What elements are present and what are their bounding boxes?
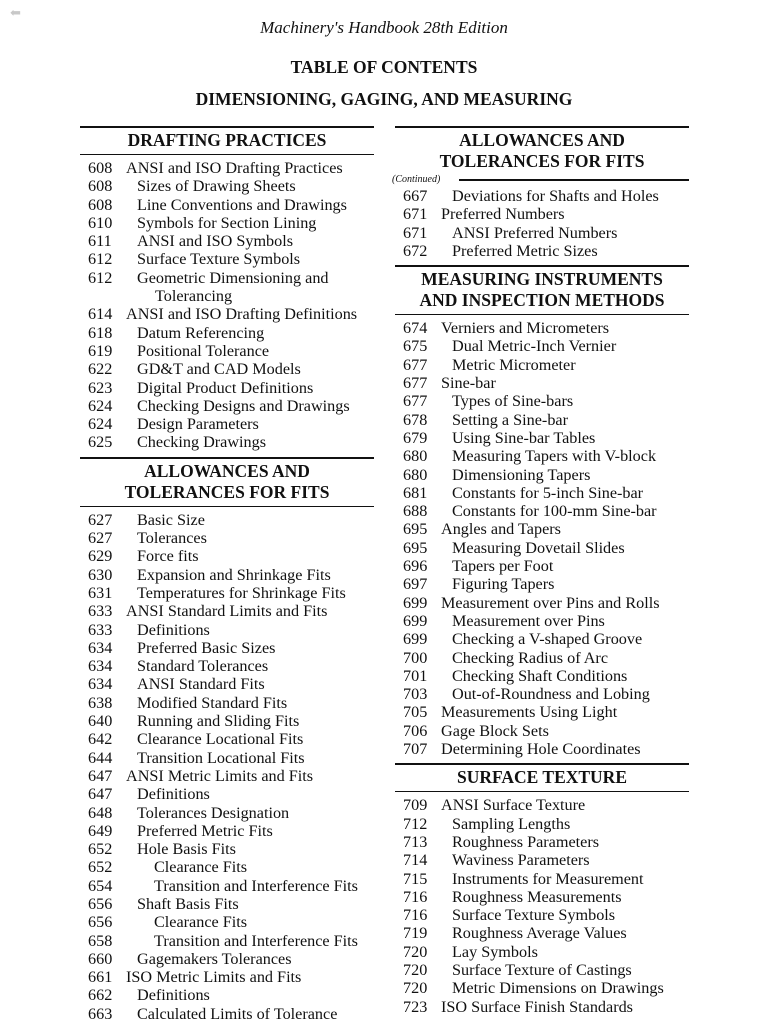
toc-entry[interactable] [80,342,374,360]
entry-title: Determining Hole Coordinates [441,740,641,759]
entry-title: Measurements Using Light [441,703,618,722]
entry-list [395,186,689,265]
page-number: 703 [403,685,428,704]
toc-entry[interactable] [395,374,689,392]
page-number: 624 [88,396,113,415]
page-number: 675 [403,337,428,356]
page-number: 661 [88,968,113,987]
toc-entry[interactable] [80,858,374,876]
entry-title: Using Sine-bar Tables [452,428,596,447]
entry-title: Sine-bar [441,374,496,393]
page-number: 614 [88,305,113,324]
section-heading-line: TOLERANCES FOR FITS [124,481,330,502]
page-number: 633 [88,620,113,639]
entry-title: Tolerances [137,529,207,548]
page-number: 695 [403,520,428,539]
entry-title: Clearance Fits [154,913,248,932]
entry-title: Shaft Basis Fits [137,894,239,913]
page-number: 652 [88,858,113,877]
page-number: 660 [88,949,113,968]
page-number: 712 [403,814,428,833]
entry-title: Instruments for Measurement [452,869,644,888]
section-heading-line: ALLOWANCES AND [459,130,625,150]
entry-title: Modified Standard Fits [137,693,288,712]
page-number: 681 [403,483,428,502]
entry-title: Preferred Metric Fits [137,821,273,840]
entry-title: Definitions [137,785,210,804]
toc-section-allowances-and-tolerances-for-fits [392,126,689,265]
page-number: 634 [88,638,113,657]
page-number: 642 [88,730,113,749]
toc-section-measuring-instruments-and-inspection-methods [395,265,689,763]
toc-entry[interactable] [395,888,689,906]
page-number: 634 [88,675,113,694]
toc-entry[interactable] [395,319,689,337]
page-number: 705 [403,703,428,722]
entry-title: Dimensioning Tapers [452,465,591,484]
toc-entry[interactable] [80,968,374,986]
entry-title: Checking Shaft Conditions [452,666,628,685]
entry-title: ISO Surface Finish Standards [441,997,633,1016]
page-number: 701 [403,666,428,685]
toc-entry[interactable] [395,594,689,612]
toc-entry[interactable] [395,815,689,833]
entry-title: Waviness Parameters [452,851,590,870]
toc-entry[interactable] [80,785,374,803]
entry-title: Clearance Fits [154,858,248,877]
toc-entry[interactable] [395,411,689,429]
page-number: 656 [88,894,113,913]
page-number: 611 [88,232,112,251]
entry-list [80,155,374,457]
toc-entry[interactable] [80,214,374,232]
page-number: 723 [403,997,428,1016]
entry-title: Force fits [137,547,199,566]
toc-entry[interactable] [80,675,374,693]
book-title: Machinery's Handbook 28th Edition [260,18,508,37]
entry-title: Out-of-Roundness and Lobing [452,685,650,704]
entry-title: GD&T and CAD Models [137,360,301,379]
toc-entry[interactable] [80,324,374,342]
entry-title: Measuring Dovetail Slides [452,538,625,557]
entry-title: Clearance Locational Fits [137,730,304,749]
toc-entry[interactable] [80,159,374,177]
page-number: 623 [88,378,113,397]
page-number: 629 [88,547,113,566]
toc-entry[interactable] [395,906,689,924]
entry-title: Figuring Tapers [452,575,555,594]
page-number: 656 [88,913,113,932]
toc-entry[interactable] [80,950,374,968]
entry-title: Measuring Tapers with V-block [452,447,657,466]
entry-title: Design Parameters [137,415,259,434]
page-number: 720 [403,960,428,979]
entry-title: ANSI and ISO Drafting Practices [126,159,343,177]
toc-entry[interactable] [395,224,689,242]
toc-entry[interactable] [80,232,374,250]
toc-entry[interactable] [395,392,689,410]
section-heading [395,265,689,315]
page-number: 667 [403,187,428,205]
continued-label: (Continued) [392,174,443,186]
entry-title: Measurement over Pins [452,611,605,630]
toc-entry[interactable] [80,177,374,195]
entry-title: Definitions [137,986,210,1005]
entry-title: ANSI and ISO Drafting Definitions [126,305,358,324]
entry-title: Dual Metric-Inch Vernier [452,337,617,356]
toc-entry[interactable] [395,979,689,997]
entry-title: Angles and Tapers [441,520,561,539]
section-heading-line: MEASURING INSTRUMENTS [421,269,663,290]
entry-title: ANSI Preferred Numbers [452,223,618,242]
section-heading-line: DRAFTING PRACTICES [127,130,327,150]
page-number: 627 [88,529,113,548]
continued-row [392,174,689,186]
toc-entry[interactable] [395,870,689,888]
toc-heading: TABLE OF CONTENTS [290,57,478,77]
entry-title: Preferred Metric Sizes [452,241,598,260]
entry-title: Verniers and Micrometers [441,319,610,338]
page-number: 700 [403,648,428,667]
entry-title: Standard Tolerances [137,657,269,676]
toc-entry[interactable] [395,722,689,740]
entry-title: Checking Drawings [137,433,267,452]
toc-entry[interactable] [80,529,374,547]
page-number: 647 [88,785,113,804]
page-number: 672 [403,241,428,260]
back-arrow-icon[interactable]: ⬅ [10,5,21,20]
entry-title: Datum Referencing [137,323,265,342]
toc-entry[interactable] [80,566,374,584]
entry-title-continuation: Tolerancing [155,287,233,306]
page-number: 674 [403,319,428,338]
toc-entry[interactable] [80,767,374,785]
toc-entry[interactable] [395,667,689,685]
entry-title: Constants for 5-inch Sine-bar [452,483,644,502]
entry-title: Constants for 100-mm Sine-bar [452,502,657,521]
toc-entry[interactable] [80,397,374,415]
toc-entry[interactable] [80,932,374,950]
section-heading-line: ALLOWANCES AND [144,460,310,481]
page-number: 622 [88,360,113,379]
page-number: 695 [403,538,428,557]
toc-entry[interactable] [80,913,374,931]
section-heading [80,126,374,155]
entry-title: Setting a Sine-bar [452,410,568,429]
toc-entry[interactable] [395,649,689,667]
page-number: 699 [403,611,428,630]
toc-entry[interactable] [395,187,689,205]
entry-title: Metric Dimensions on Drawings [452,979,664,998]
page-number: 697 [403,575,428,594]
entry-title: ANSI Metric Limits and Fits [126,766,314,785]
toc-entry[interactable] [80,749,374,767]
toc-entry[interactable] [395,833,689,851]
toc-entry[interactable] [80,1005,374,1023]
entry-title: Gagemakers Tolerances [137,949,292,968]
page-number: 612 [88,268,113,287]
toc-entry[interactable] [80,360,374,378]
page-number: 627 [88,510,113,529]
entry-title: ANSI Standard Limits and Fits [126,602,328,621]
entry-title: Preferred Basic Sizes [137,638,276,657]
toc-entry[interactable] [80,602,374,620]
toc-entry[interactable] [80,877,374,895]
entry-title: Line Conventions and Drawings [137,195,347,214]
entry-title: Sampling Lengths [452,814,571,833]
page-number: 608 [88,195,113,214]
page-number: 714 [403,851,428,870]
toc-entry[interactable] [80,433,374,451]
page-number: 709 [403,796,428,815]
toc-entry[interactable] [395,429,689,447]
toc-section-drafting-practices [80,126,374,457]
toc-entry[interactable] [395,356,689,374]
entry-title: Geometric Dimensioning and [137,268,329,287]
entry-list [395,792,689,1021]
page-number: 634 [88,657,113,676]
toc-entry[interactable] [395,539,689,557]
entry-title: Running and Sliding Fits [137,712,300,731]
entry-title: Calculated Limits of Tolerance [137,1004,338,1023]
page-number: 624 [88,415,113,434]
entry-title: Transition and Interference Fits [154,876,358,895]
toc-entry[interactable] [80,840,374,858]
page-number: 640 [88,712,113,731]
page-number: 631 [88,583,113,602]
page-number: 720 [403,942,428,961]
toc-entry[interactable] [80,250,374,268]
page-number: 679 [403,428,428,447]
page-number: 630 [88,565,113,584]
divider [459,179,689,181]
entry-title: Metric Micrometer [452,355,576,374]
page-number: 677 [403,374,428,393]
page-number: 677 [403,355,428,374]
page-number: 633 [88,602,113,621]
toc-entry[interactable] [80,621,374,639]
entry-title: Temperatures for Shrinkage Fits [137,583,346,602]
chapter-title: DIMENSIONING, GAGING, AND MEASURING [195,89,573,109]
entry-title: Expansion and Shrinkage Fits [137,565,331,584]
page-number: 671 [403,223,428,242]
toc-entry[interactable] [80,379,374,397]
toc-entry[interactable] [80,657,374,675]
entry-title: Roughness Average Values [452,924,627,943]
toc-entry[interactable] [395,740,689,758]
page-number: 716 [403,887,428,906]
toc-entry[interactable] [395,630,689,648]
page-number: 648 [88,803,113,822]
toc-entry[interactable] [395,924,689,942]
page-number: 625 [88,433,113,452]
entry-title: Symbols for Section Lining [137,213,317,232]
section-heading [80,457,374,507]
toc-section-surface-texture [395,763,689,1021]
section-heading [395,126,689,175]
toc-entry[interactable] [395,557,689,575]
page-number: 610 [88,213,113,232]
page-number: 663 [88,1004,113,1023]
page-number: 678 [403,410,428,429]
toc-entry[interactable] [395,205,689,223]
entry-title: Checking Designs and Drawings [137,396,350,415]
entry-title: Tapers per Foot [452,557,554,576]
page-number: 680 [403,465,428,484]
entry-title: Surface Texture Symbols [452,906,616,925]
page-number: 696 [403,557,428,576]
page-number: 654 [88,876,113,895]
toc-entry[interactable] [395,703,689,721]
toc-entry[interactable] [395,998,689,1016]
page-number: 638 [88,693,113,712]
page-number: 706 [403,721,428,740]
entry-title: Definitions [137,620,210,639]
toc-entry[interactable] [80,584,374,602]
page-number: 644 [88,748,113,767]
toc-entry[interactable] [395,242,689,260]
page-number: 612 [88,250,113,269]
entry-title: Positional Tolerance [137,341,270,360]
entry-title: Transition Locational Fits [137,748,305,767]
right-column [392,126,689,1021]
toc-entry[interactable] [80,694,374,712]
page-number: 647 [88,766,113,785]
entry-title: Types of Sine-bars [452,392,574,411]
entry-title: Transition and Interference Fits [154,931,358,950]
page-number: 677 [403,392,428,411]
entry-title: Lay Symbols [452,942,538,961]
page-number: 608 [88,177,113,196]
page-number: 699 [403,593,428,612]
toc-entry[interactable] [395,484,689,502]
page-number: 680 [403,447,428,466]
page-number: 707 [403,740,428,759]
toc-entry[interactable] [80,196,374,214]
entry-title: ANSI Standard Fits [137,675,265,694]
entry-title: Roughness Parameters [452,832,600,851]
page-number: 715 [403,869,428,888]
toc-entry[interactable] [395,466,689,484]
toc-entry[interactable] [395,961,689,979]
page-number: 652 [88,840,113,859]
page-number: 671 [403,205,428,224]
page-number: 618 [88,323,113,342]
entry-list [395,315,689,763]
section-heading-line: AND INSPECTION METHODS [419,290,665,311]
toc-entry[interactable] [80,547,374,565]
entry-title: Digital Product Definitions [137,378,314,397]
toc-entry[interactable] [80,730,374,748]
page-number: 688 [403,502,428,521]
section-heading-line: SURFACE TEXTURE [456,767,627,788]
toc-entry[interactable] [80,415,374,433]
toc-entry[interactable] [395,685,689,703]
page-number: 608 [88,159,113,177]
page-number: 720 [403,979,428,998]
entry-title: Checking Radius of Arc [452,648,609,667]
page-number: 719 [403,924,428,943]
toc-entry[interactable] [395,520,689,538]
toc-entry[interactable] [80,895,374,913]
entry-title: Deviations for Shafts and Holes [452,187,659,205]
entry-title: Tolerances Designation [137,803,290,822]
entry-title: Surface Texture of Castings [452,960,632,979]
toc-entry[interactable] [80,305,374,323]
entry-title: Preferred Numbers [441,205,565,224]
entry-title: Sizes of Drawing Sheets [137,177,296,196]
page-number: 716 [403,906,428,925]
toc-entry[interactable] [80,804,374,822]
section-heading-line: TOLERANCES FOR FITS [439,151,645,171]
toc-entry[interactable] [80,822,374,840]
page-number: 649 [88,821,113,840]
entry-title: Surface Texture Symbols [137,250,301,269]
entry-title: ANSI and ISO Symbols [137,232,294,251]
entry-title: Basic Size [137,510,205,529]
section-heading [395,763,689,792]
toc-entry[interactable] [80,712,374,730]
entry-title: Roughness Measurements [452,887,622,906]
page-number: 619 [88,341,113,360]
toc-entry[interactable] [80,511,374,529]
toc-entry[interactable] [395,943,689,961]
toc-entry[interactable] [395,502,689,520]
entry-title: Measurement over Pins and Rolls [441,593,660,612]
toc-entry[interactable] [395,337,689,355]
toc-entry[interactable] [80,639,374,657]
entry-list [80,507,374,1028]
toc-entry[interactable] [395,796,689,814]
left-column [80,126,374,1028]
page-number: 713 [403,832,428,851]
toc-entry[interactable] [395,447,689,465]
entry-title: ANSI Surface Texture [441,796,586,815]
toc-entry[interactable] [80,269,374,306]
toc-section-allowances-and-tolerances-for-fits [80,457,374,1028]
entry-title: Checking a V-shaped Groove [452,630,643,649]
toc-entry[interactable] [395,575,689,593]
page-number: 699 [403,630,428,649]
entry-title: Hole Basis Fits [137,840,236,859]
toc-entry[interactable] [80,986,374,1004]
entry-title: ISO Metric Limits and Fits [126,968,302,987]
toc-entry[interactable] [395,851,689,869]
page-number: 662 [88,986,113,1005]
toc-entry[interactable] [395,612,689,630]
page-number: 658 [88,931,113,950]
entry-title: Gage Block Sets [441,721,549,740]
